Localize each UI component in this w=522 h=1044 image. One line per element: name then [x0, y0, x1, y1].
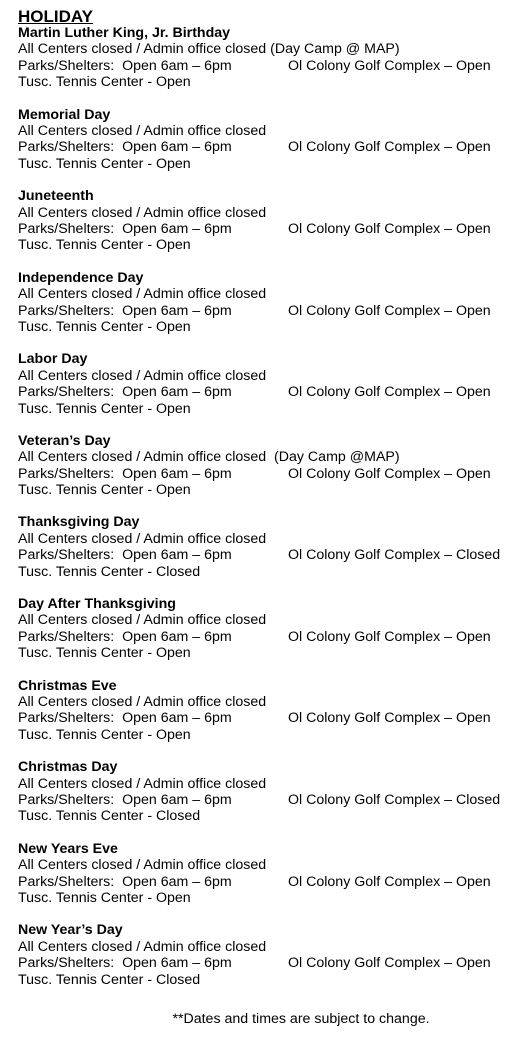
holiday-name: Memorial Day: [18, 106, 111, 123]
closures-text: All Centers closed / Admin office closed: [18, 775, 267, 792]
parks-shelters-hours: Parks/Shelters: Open 6am – 6pm: [18, 955, 232, 972]
closures-line: [18, 694, 518, 710]
holiday-entry: [18, 922, 518, 988]
parks-golf-line: [18, 547, 518, 563]
tennis-center-status: Tusc. Tennis Center - Open: [18, 237, 191, 254]
holiday-entry: [18, 759, 518, 825]
closures-text: All Centers closed / Admin office closed: [18, 367, 267, 384]
holiday-name: Christmas Eve: [18, 677, 117, 694]
closures-line: [18, 857, 518, 873]
golf-complex-status: Ol Colony Golf Complex – Open: [288, 465, 491, 482]
holiday-name: New Year’s Day: [18, 922, 123, 939]
tennis-center-status: Tusc. Tennis Center - Open: [18, 74, 191, 91]
holiday-name: Labor Day: [18, 351, 88, 368]
closures-line: [18, 531, 518, 547]
parks-shelters-hours: Parks/Shelters: Open 6am – 6pm: [18, 302, 232, 319]
holiday-list: [18, 25, 518, 988]
closures-line: [18, 41, 518, 57]
holiday-entry: [18, 351, 518, 417]
footer-note: **Dates and times are subject to change.: [172, 1011, 430, 1027]
golf-complex-status: Ol Colony Golf Complex – Open: [288, 57, 491, 74]
closures-text: All Centers closed / Admin office closed: [18, 41, 267, 58]
closures-text: All Centers closed / Admin office closed: [18, 938, 267, 955]
golf-complex-status: Ol Colony Golf Complex – Closed: [288, 547, 501, 564]
closures-line: [18, 286, 518, 302]
parks-golf-line: [18, 874, 518, 890]
holiday-entry: [18, 514, 518, 580]
page-heading: HOLIDAY: [18, 7, 93, 26]
closures-text: All Centers closed / Admin office closed: [18, 204, 267, 221]
holiday-entry: [18, 25, 518, 91]
golf-complex-status: Ol Colony Golf Complex – Closed: [288, 792, 501, 808]
holiday-name: Christmas Day: [18, 759, 118, 776]
parks-golf-line: [18, 466, 518, 482]
holiday-entry: [18, 107, 518, 173]
closures-text: All Centers closed / Admin office closed: [18, 857, 267, 874]
golf-complex-status: Ol Colony Golf Complex – Open: [288, 220, 491, 237]
holiday-entry: [18, 188, 518, 254]
holiday-name: Martin Luther King, Jr. Birthday: [18, 25, 231, 41]
tennis-center-status: Tusc. Tennis Center - Closed: [18, 563, 201, 580]
golf-complex-status: Ol Colony Golf Complex – Open: [288, 302, 491, 319]
tennis-center-status: Tusc. Tennis Center - Open: [18, 726, 191, 743]
closures-line: [18, 939, 518, 955]
parks-golf-line: [18, 221, 518, 237]
tennis-center-status: Tusc. Tennis Center - Open: [18, 155, 191, 172]
holiday-name: Juneteenth: [18, 188, 94, 205]
holiday-entry: [18, 841, 518, 907]
closures-line: [18, 449, 518, 465]
parks-shelters-hours: Parks/Shelters: Open 6am – 6pm: [18, 628, 232, 645]
closures-note: (Day Camp @ MAP): [266, 41, 400, 58]
holiday-name: Thanksgiving Day: [18, 514, 140, 531]
parks-golf-line: [18, 139, 518, 155]
closures-text: All Centers closed / Admin office closed: [18, 694, 267, 711]
holiday-entry: [18, 678, 518, 744]
golf-complex-status: Ol Colony Golf Complex – Open: [288, 628, 491, 645]
golf-complex-status: Ol Colony Golf Complex – Open: [288, 710, 491, 727]
parks-golf-line: [18, 792, 518, 808]
closures-text: All Centers closed / Admin office closed: [18, 530, 267, 547]
closures-text: All Centers closed / Admin office closed: [18, 122, 267, 139]
parks-shelters-hours: Parks/Shelters: Open 6am – 6pm: [18, 465, 232, 482]
holiday-entry: [18, 596, 518, 662]
parks-golf-line: [18, 710, 518, 726]
parks-shelters-hours: Parks/Shelters: Open 6am – 6pm: [18, 139, 232, 156]
closures-line: [18, 123, 518, 139]
tennis-center-status: Tusc. Tennis Center - Open: [18, 482, 191, 499]
holiday-entry: [18, 433, 518, 499]
parks-shelters-hours: Parks/Shelters: Open 6am – 6pm: [18, 873, 232, 890]
holiday-name: New Years Eve: [18, 840, 118, 857]
parks-shelters-hours: Parks/Shelters: Open 6am – 6pm: [18, 57, 232, 74]
parks-shelters-hours: Parks/Shelters: Open 6am – 6pm: [18, 220, 232, 237]
closures-line: [18, 776, 518, 792]
tennis-center-status: Tusc. Tennis Center - Open: [18, 400, 191, 417]
parks-shelters-hours: Parks/Shelters: Open 6am – 6pm: [18, 792, 232, 808]
parks-golf-line: [18, 955, 518, 971]
closures-note: (Day Camp @MAP): [266, 449, 400, 466]
golf-complex-status: Ol Colony Golf Complex – Open: [288, 384, 491, 401]
closures-line: [18, 368, 518, 384]
closures-line: [18, 205, 518, 221]
parks-golf-line: [18, 629, 518, 645]
golf-complex-status: Ol Colony Golf Complex – Open: [288, 955, 491, 972]
golf-complex-status: Ol Colony Golf Complex – Open: [288, 873, 491, 890]
parks-golf-line: [18, 384, 518, 400]
holiday-schedule: [18, 8, 518, 1004]
tennis-center-status: Tusc. Tennis Center - Open: [18, 889, 191, 906]
holiday-name: Day After Thanksgiving: [18, 596, 176, 613]
holiday-name: Independence Day: [18, 269, 144, 286]
tennis-center-status: Tusc. Tennis Center - Closed: [18, 808, 201, 825]
parks-shelters-hours: Parks/Shelters: Open 6am – 6pm: [18, 384, 232, 401]
holiday-entry: [18, 270, 518, 336]
closures-text: All Centers closed / Admin office closed: [18, 286, 267, 303]
closures-text: All Centers closed / Admin office closed: [18, 612, 267, 629]
tennis-center-status: Tusc. Tennis Center - Closed: [18, 971, 201, 988]
parks-golf-line: [18, 303, 518, 319]
golf-complex-status: Ol Colony Golf Complex – Open: [288, 139, 491, 156]
parks-shelters-hours: Parks/Shelters: Open 6am – 6pm: [18, 710, 232, 727]
tennis-center-status: Tusc. Tennis Center - Open: [18, 318, 191, 335]
parks-shelters-hours: Parks/Shelters: Open 6am – 6pm: [18, 547, 232, 564]
holiday-name: Veteran’s Day: [18, 432, 111, 449]
closures-line: [18, 612, 518, 628]
parks-golf-line: [18, 58, 518, 74]
tennis-center-status: Tusc. Tennis Center - Open: [18, 645, 191, 662]
closures-text: All Centers closed / Admin office closed: [18, 449, 267, 466]
